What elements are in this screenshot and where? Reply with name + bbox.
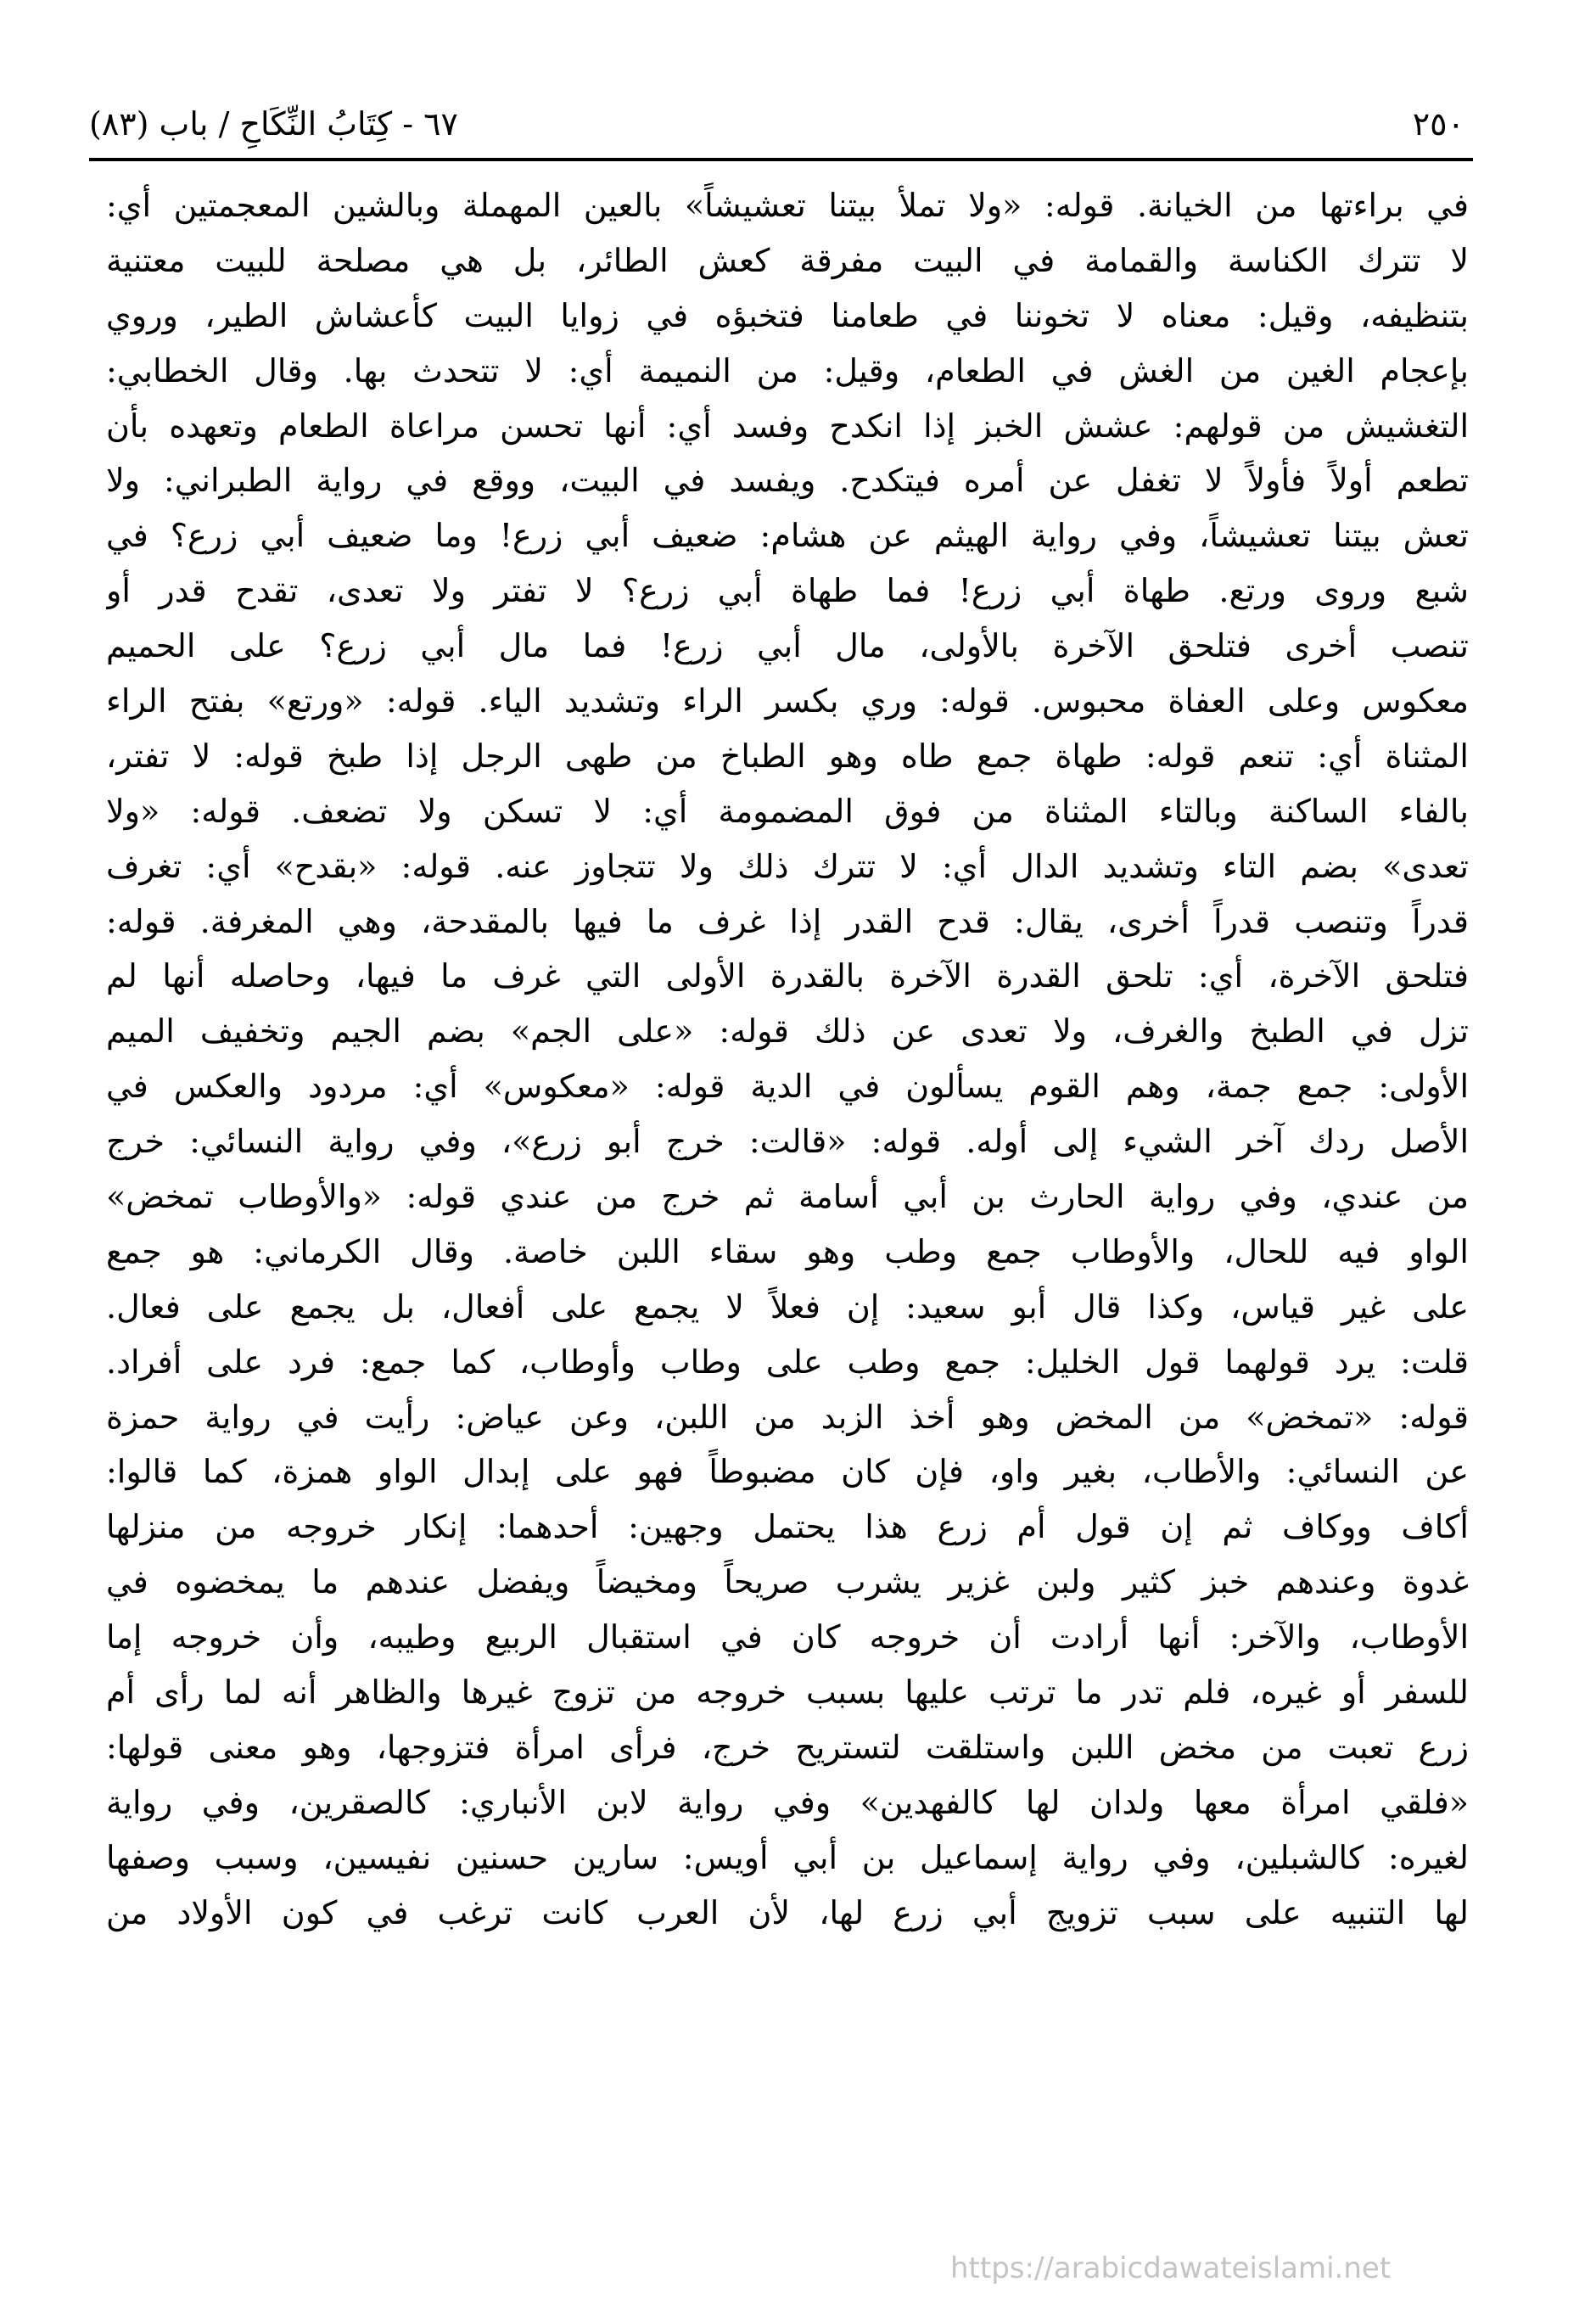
text-line: تطعم أولاً فأولاً لا تغفل عن أمره فيتكدح. ويفسد في البيت، ووقع في رواية الطبراني: ولا: [106, 462, 1469, 500]
page-header: [89, 100, 1464, 148]
text-line: الأصل ردك آخر الشيء إلى أوله. قوله: «قالت: خرج أبو زرع»، وفي رواية النسائي: خرج: [106, 1123, 1469, 1161]
text-line: لا تترك الكناسة والقمامة في البيت مفرقة كعش الطائر، بل هي مصلحة للبيت معتنية: [106, 241, 1469, 279]
text-line: للسفر أو غيره، فلم تدر ما ترتب عليها بسبب خروجه من تزوج غيرها والظاهر أنه لما رأى أم: [106, 1673, 1469, 1712]
text-line: أكاف ووكاف ثم إن قول أم زرع هذا يحتمل وجهين: أحدهما: إنكار خروجه من منزلها: [106, 1508, 1469, 1546]
page-number: ٢٥٠: [1412, 105, 1464, 143]
text-line: المثناة أي: تنعم قوله: طهاة جمع طاه وهو الطباخ من طهى الرجل إذا طبخ قوله: لا تفتر،: [106, 737, 1469, 775]
text-line: فتلحق الآخرة، أي: تلحق القدرة الآخرة بالقدرة الأولى التي غرف ما فيها، وحاصله أنها لم: [106, 957, 1469, 995]
text-line: لها التنبيه على سبب تزويج أبي زرع لها، لأن العرب كانت ترغب في كون الأولاد من: [106, 1893, 1469, 1931]
text-line: بتنظيفه، وقيل: معناه لا تخوننا في طعامنا فتخبؤه في زوايا البيت كأعشاش الطير، وروي: [106, 296, 1469, 334]
text-line: الأوطاب، والآخر: أنها أرادت أن خروجه كان في استقبال الربيع وطيبه، وأن خروجه إما: [106, 1618, 1469, 1657]
text-line: «فلقي امرأة معها ولدان لها كالفهدين» وفي رواية لابن الأنباري: كالصقرين، وفي رواية: [106, 1783, 1469, 1821]
text-line: شبع وروى ورتع. طهاة أبي زرع! فما طهاة أبي زرع؟ لا تفتر ولا تعدى، تقدح قدر أو: [106, 572, 1469, 610]
watermark-url: https://arabicdawateislami.net: [950, 2251, 1392, 2285]
text-line: عن النسائي: والأطاب، بغير واو، فإن كان مضبوطاً فهو على إبدال الواو همزة، كما قالوا:: [106, 1453, 1469, 1491]
text-line: بالفاء الساكنة وبالتاء المثناة من فوق المضمومة أي: لا تسكن ولا تضعف. قوله: «ولا: [106, 792, 1469, 830]
text-line: على غير قياس، وكذا قال أبو سعيد: إن فعلاً لا يجمع على أفعال، بل يجمع على فعال.: [106, 1287, 1469, 1326]
text-line: معكوس وعلى العفاة محبوس. قوله: وري بكسر الراء وتشديد الياء. قوله: «ورتع» بفتح الراء: [106, 682, 1469, 720]
text-line: زرع تعبت من مخض اللبن واستلقت لتستريح خرج، فرأى امرأة فتزوجها، وهو معنى قولها:: [106, 1728, 1469, 1766]
text-line: الواو فيه للحال، والأوطاب جمع وطب وهو سقاء اللبن خاصة. وقال الكرماني: هو جمع: [106, 1232, 1469, 1270]
text-line: قدراً وتنصب قدراً أخرى، يقال: قدح القدر إذا غرف ما فيها بالمقدحة، وهي المغرفة. قوله:: [106, 902, 1469, 940]
body-text: [106, 178, 1469, 1941]
text-line: بإعجام الغين من الغش في الطعام، وقيل: من النميمة أي: لا تتحدث بها. وقال الخطابي:: [106, 351, 1469, 390]
text-line: قوله: «تمخض» من المخض وهو أخذ الزبد من اللبن، وعن عياض: رأيت في رواية حمزة: [106, 1398, 1469, 1436]
text-line: في براءتها من الخيانة. قوله: «ولا تملأ بيتنا تعشيشاً» بالعين المهملة وبالشين المعجمتين أي:: [106, 187, 1469, 224]
text-line: قلت: يرد قولهما قول الخليل: جمع وطب على وطاب وأوطاب، كما جمع: فرد على أفراد.: [106, 1343, 1469, 1381]
text-line: تعش بيتنا تعشيشاً، وفي رواية الهيثم عن هشام: ضعيف أبي زرع! وما ضعيف أبي زرع؟ في: [106, 517, 1469, 555]
running-title: ٦٧ - كِتَابُ النِّكَاحِ / باب (٨٣): [89, 105, 458, 143]
text-line: لغيره: كالشبلين، وفي رواية إسماعيل بن أبي أويس: سارين حسنين نفيسين، وسبب وصفها: [106, 1838, 1469, 1876]
text-line: تعدى» بضم التاء وتشديد الدال أي: لا تترك ذلك ولا تتجاوز عنه. قوله: «بقدح» أي: تغرف: [106, 847, 1469, 885]
text-line: تزل في الطبخ والغرف، ولا تعدى عن ذلك قوله: «على الجم» بضم الجيم وتخفيف الميم: [106, 1012, 1469, 1051]
header-rule: [89, 158, 1473, 161]
text-line: تنصب أخرى فتلحق الآخرة بالأولى، مال أبي زرع! فما مال أبي زرع؟ على الحميم: [106, 627, 1469, 665]
text-line: غدوة وعندهم خبز كثير ولبن غزير يشرب صريحاً ومخيضاً ويفضل عندهم ما يمخضوه في: [106, 1563, 1469, 1601]
text-line: الأولى: جمع جمة، وهم القوم يسألون في الدية قوله: «معكوس» أي: مردود والعكس في: [106, 1068, 1469, 1106]
text-line: من عندي، وفي رواية الحارث بن أبي أسامة ثم خرج من عندي قوله: «والأوطاب تمخض»: [106, 1178, 1469, 1216]
text-line: التغشيش من قولهم: عشش الخبز إذا انكدح وفسد أي: أنها تحسن مراعاة الطعام وتعهده بأن: [106, 406, 1469, 445]
